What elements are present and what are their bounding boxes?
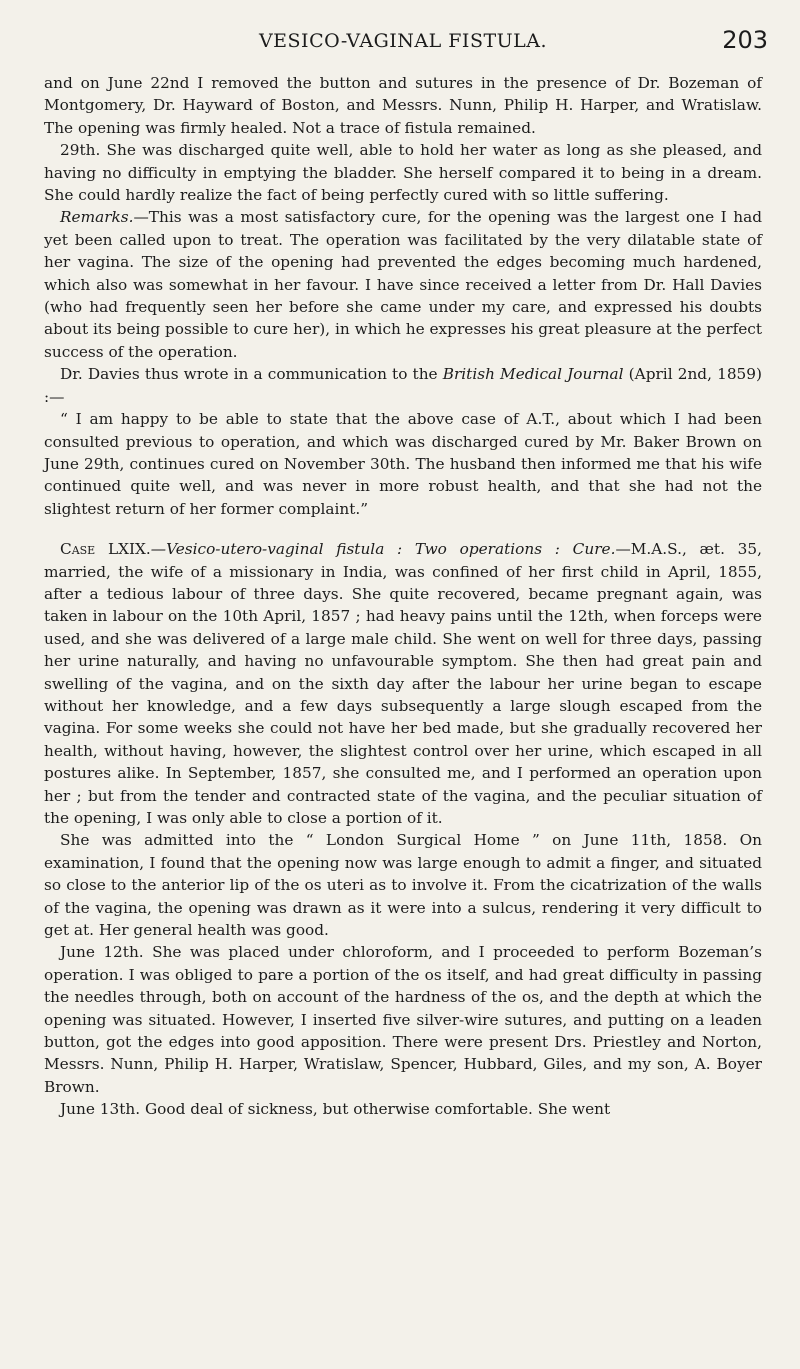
paragraph-admission: She was admitted into the “ London Surgical Home ” on June 11th, 1858. On examination, I found that the opening now was large enough to admit a finger, and situated so close to the anterior lip of the os uteri as to involve it. From the cicatrization of the walls of the vagina, the opening was drawn as it were into a sulcus, rendering it very difficult to get at. Her general health was good. — [44, 831, 762, 940]
book-page — [44, 22, 768, 1121]
case-text: —M.A.S., æt. 35, married, the wife of a missionary in India, was confined of her first child in April, 1855, after a tedious labour of three days. She quite recovered, became pregnant again, was taken in labour on the 10th April, 1857 ; had heavy pains until the 12th, when forceps were used, and she was delivered of a large male child. She went on well for three days, passing her urine naturally, and having no unfavourable symptom. She then had great pain and swelling of the vagina, and on the sixth day after the labour her urine began to escape without her knowledge, and a few days subsequently a large slough escaped from the vagina. For some weeks she could not have her bed made, but she gradually recovered her health, without having, however, the slightest control over her urine, which escaped in all postures alike. In September, 1857, she consulted me, and I performed an operation upon her ; but from the tender and contracted state of the vagina, and the peculiar situation of the opening, I was only able to close a portion of it. — [44, 540, 762, 827]
davies-text-after: (April 2nd, 1859) :— — [44, 365, 762, 406]
journal-title: British Medical Journal — [442, 365, 624, 384]
paragraph-remarks — [44, 206, 762, 363]
page-number: 203 — [722, 26, 768, 54]
case-title: —Vesico-utero-vaginal fistula : Two operations : Cure. — [150, 540, 616, 559]
paragraph-davies — [44, 363, 762, 408]
page-body — [44, 72, 762, 1121]
paragraph-operation: June 12th. She was placed under chloroform, and I proceeded to perform Bozeman’s operation. I was obliged to pare a portion of the os itself, and had great difficulty in passing the needles through, both on account of the hardness of the os, and the depth at which the opening was situated. However, I inserted five silver-wire sutures, and putting on a leaden button, got the edges into good apposition. There were present Drs. Priestley and Norton, Messrs. Nunn, Philip H. Harper, Wratislaw, Spencer, Hubbard, Giles, and my son, A. Boyer Brown. — [44, 943, 762, 1096]
running-title: VESICO-VAGINAL FISTULA. — [258, 30, 548, 52]
paragraph-continuation: and on June 22nd I removed the button and sutures in the presence of Dr. Bozeman of Montgomery, Dr. Hayward of Boston, and Messrs. Nunn, Philip H. Harper, and Wratislaw. The opening was firmly healed. Not a trace of fistula remained. — [44, 74, 762, 137]
davies-text-before: Dr. Davies thus wrote in a communication to the — [60, 365, 443, 384]
case-number: Case LXIX. — [60, 540, 151, 559]
remarks-label: Remarks. — [60, 208, 134, 227]
running-header — [44, 22, 768, 72]
remarks-text: —This was a most satisfactory cure, for the opening was the largest one I had yet been called upon to treat. The operation was facilitated by the very dilatable state of her vagina. The size of the opening had prevented the edges becoming much hardened, which also was somewhat in her favour. I have since received a letter from Dr. Hall Davies (who had frequently seen her before she came under my care, and expressed his doubts about its being possible to cure her), in which he expresses his great pleasure at the perfect success of the operation. — [44, 208, 762, 361]
paragraph-june-13: June 13th. Good deal of sickness, but otherwise comfortable. She went — [60, 1100, 611, 1119]
paragraph-case-lxix — [44, 538, 762, 829]
paragraph-discharge: 29th. She was discharged quite well, able to hold her water as long as she pleased, and having no difficulty in emptying the bladder. She herself compared it to being in a dream. She could hardly realize the fact of being perfectly cured with so little suffering. — [44, 141, 762, 205]
paragraph-quote: “ I am happy to be able to state that the above case of A.T., about which I had been consulted previous to operation, and which was discharged cured by Mr. Baker Brown on June 29th, continues cured on November 30th. The husband then informed me that his wife continued quite well, and was never in more robust health, and that she had not the slightest return of her former complaint.” — [44, 410, 762, 518]
